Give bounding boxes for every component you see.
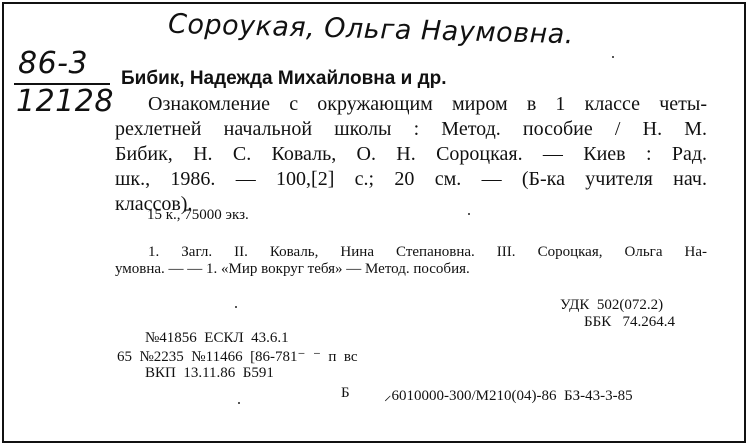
- footer-letter: Б: [341, 385, 350, 401]
- description-line: Бибик, Н. С. Коваль, О. Н. Сороцкая. — Киев : Рад.: [115, 143, 707, 165]
- tracing-line: 1. Загл. II. Коваль, Нина Степановна. III. Сороцкая, Ольга На-: [148, 244, 707, 260]
- tracing-line: умовна. — — 1. «Мир вокруг тебя» — Метод. пособия.: [115, 261, 470, 277]
- shelfmark-bottom: 12128: [16, 84, 114, 119]
- description-line: рехлетней начальной школы : Метод. пособие / Н. М.: [115, 118, 707, 140]
- udk-code: УДК 502(072.2): [560, 297, 664, 313]
- accession-line-3: ВКП 13.11.86 Б591: [145, 365, 274, 381]
- handwritten-author-note: Сороукая, Ольга Наумовна.: [167, 8, 575, 51]
- description-line: Ознакомление с окружающим миром в 1 классе четы-: [148, 93, 707, 115]
- description-line: классов).: [115, 193, 193, 215]
- accession-line-1: №41856 ЕСКЛ 43.6.1: [145, 330, 289, 346]
- ink-speck: [468, 213, 470, 215]
- ink-speck: [612, 56, 614, 58]
- ink-speck: [238, 402, 240, 404]
- description-line: шк., 1986. — 100,[2] с.; 20 см. — (Б-ка учителя нач.: [115, 168, 707, 190]
- print-run-info: 15 к., 75000 экз.: [147, 207, 249, 223]
- footer-publication-code: ⸝6010000-300/М210(04)-86 БЗ-43-3-85: [384, 388, 633, 404]
- shelfmark-top: 86-3: [18, 46, 89, 81]
- bbk-code: ББК 74.264.4: [584, 314, 675, 330]
- author-heading: Бибик, Надежда Михайловна и др.: [121, 68, 447, 89]
- bibliographic-description: [115, 92, 707, 217]
- ink-speck: [235, 306, 237, 308]
- accession-line-2: 65 №2235 №11466 [86-781⁻ ⁻ п вс: [117, 349, 358, 365]
- subject-tracings: [115, 244, 707, 278]
